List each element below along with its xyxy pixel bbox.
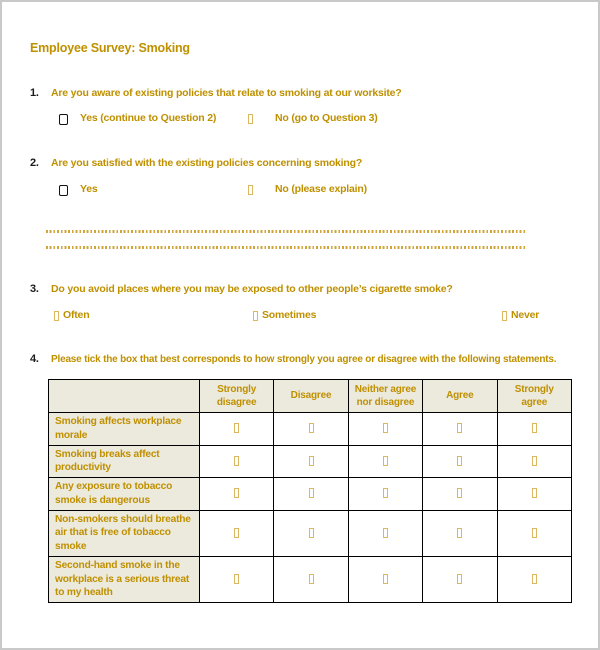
row-label: Smoking affects workplace morale	[49, 413, 200, 446]
row-label: Non-smokers should breathe air that is free of tobacco smoke	[49, 510, 200, 556]
checkbox-placeholder-icon[interactable]	[532, 574, 537, 584]
checkbox-placeholder-icon[interactable]	[309, 456, 314, 466]
q2-no-checkbox-icon[interactable]	[248, 185, 253, 195]
row-label: Second-hand smoke in the workplace is a serious threat to my health	[49, 556, 200, 602]
q3-sometimes-label: Sometimes	[262, 309, 317, 321]
answer-cell[interactable]	[497, 413, 571, 446]
q1-no-label: No (go to Question 3)	[275, 112, 378, 124]
question-1-text: Are you aware of existing policies that relate to smoking at our worksite?	[51, 87, 402, 99]
header-strongly-agree: Strongly agree	[497, 380, 571, 413]
answer-cell[interactable]	[199, 445, 273, 478]
checkbox-placeholder-icon[interactable]	[309, 488, 314, 498]
header-disagree: Disagree	[274, 380, 348, 413]
checkbox-placeholder-icon[interactable]	[383, 456, 388, 466]
checkbox-placeholder-icon[interactable]	[234, 488, 239, 498]
header-agree: Agree	[423, 380, 497, 413]
answer-line-2[interactable]	[46, 246, 525, 249]
checkbox-placeholder-icon[interactable]	[234, 528, 239, 538]
answer-cell[interactable]	[423, 510, 497, 556]
answer-cell[interactable]	[274, 556, 348, 602]
checkbox-placeholder-icon[interactable]	[532, 423, 537, 433]
answer-cell[interactable]	[497, 445, 571, 478]
checkbox-placeholder-icon[interactable]	[532, 488, 537, 498]
q3-never-checkbox-icon[interactable]	[502, 311, 507, 321]
question-4	[30, 349, 556, 367]
answer-cell[interactable]	[423, 556, 497, 602]
q2-yes-label: Yes	[80, 183, 98, 195]
header-empty-cell	[49, 380, 200, 413]
checkbox-placeholder-icon[interactable]	[383, 423, 388, 433]
answer-cell[interactable]	[274, 510, 348, 556]
checkbox-placeholder-icon[interactable]	[309, 423, 314, 433]
table-row	[49, 556, 572, 602]
checkbox-placeholder-icon[interactable]	[532, 528, 537, 538]
checkbox-placeholder-icon[interactable]	[234, 423, 239, 433]
question-2	[30, 153, 362, 171]
checkbox-placeholder-icon[interactable]	[457, 574, 462, 584]
answer-cell[interactable]	[423, 478, 497, 511]
answer-cell[interactable]	[348, 556, 422, 602]
row-label: Any exposure to tobacco smoke is dangerous	[49, 478, 200, 511]
q3-never-label: Never	[511, 309, 540, 321]
answer-cell[interactable]	[423, 445, 497, 478]
checkbox-placeholder-icon[interactable]	[383, 574, 388, 584]
answer-cell[interactable]	[497, 510, 571, 556]
table-row	[49, 413, 572, 446]
q1-no-checkbox-icon[interactable]	[248, 114, 253, 124]
likert-table	[48, 379, 572, 603]
answer-cell[interactable]	[199, 510, 273, 556]
question-2-number: 2.	[30, 157, 39, 169]
question-3-text: Do you avoid places where you may be exposed to other people’s cigarette smoke?	[51, 283, 453, 295]
checkbox-placeholder-icon[interactable]	[457, 423, 462, 433]
q3-often-checkbox-icon[interactable]	[54, 311, 59, 321]
checkbox-placeholder-icon[interactable]	[457, 456, 462, 466]
checkbox-placeholder-icon[interactable]	[457, 528, 462, 538]
answer-cell[interactable]	[274, 445, 348, 478]
q3-sometimes-checkbox-icon[interactable]	[253, 311, 258, 321]
q1-yes-label: Yes (continue to Question 2)	[80, 112, 217, 124]
answer-cell[interactable]	[348, 413, 422, 446]
checkbox-placeholder-icon[interactable]	[532, 456, 537, 466]
answer-cell[interactable]	[274, 478, 348, 511]
header-neither: Neither agree nor disagree	[348, 380, 422, 413]
table-header-row	[49, 380, 572, 413]
answer-cell[interactable]	[497, 556, 571, 602]
table-row	[49, 478, 572, 511]
q3-often-label: Often	[63, 309, 90, 321]
question-3	[30, 279, 453, 297]
question-1-number: 1.	[30, 87, 39, 99]
answer-cell[interactable]	[348, 510, 422, 556]
answer-cell[interactable]	[423, 413, 497, 446]
question-4-text: Please tick the box that best corresponds to how strongly you agree or disagree with the following statements.	[51, 354, 557, 365]
page-title: Employee Survey: Smoking	[30, 41, 190, 55]
q2-no-label: No (please explain)	[275, 183, 367, 195]
checkbox-placeholder-icon[interactable]	[457, 488, 462, 498]
q2-yes-checkbox-icon[interactable]	[59, 185, 68, 196]
answer-cell[interactable]	[348, 478, 422, 511]
answer-cell[interactable]	[199, 413, 273, 446]
answer-cell[interactable]	[199, 478, 273, 511]
table-row	[49, 510, 572, 556]
answer-line-1[interactable]	[46, 230, 525, 233]
checkbox-placeholder-icon[interactable]	[234, 574, 239, 584]
answer-cell[interactable]	[199, 556, 273, 602]
answer-cell[interactable]	[348, 445, 422, 478]
question-3-number: 3.	[30, 283, 39, 295]
header-strongly-disagree: Strongly disagree	[199, 380, 273, 413]
checkbox-placeholder-icon[interactable]	[309, 528, 314, 538]
answer-cell[interactable]	[274, 413, 348, 446]
checkbox-placeholder-icon[interactable]	[383, 528, 388, 538]
question-4-number: 4.	[30, 353, 39, 365]
question-1	[30, 83, 402, 101]
table-row	[49, 445, 572, 478]
q1-yes-checkbox-icon[interactable]	[59, 114, 68, 125]
checkbox-placeholder-icon[interactable]	[309, 574, 314, 584]
checkbox-placeholder-icon[interactable]	[383, 488, 388, 498]
question-2-text: Are you satisfied with the existing policies concerning smoking?	[51, 157, 363, 169]
row-label: Smoking breaks affect productivity	[49, 445, 200, 478]
answer-cell[interactable]	[497, 478, 571, 511]
checkbox-placeholder-icon[interactable]	[234, 456, 239, 466]
